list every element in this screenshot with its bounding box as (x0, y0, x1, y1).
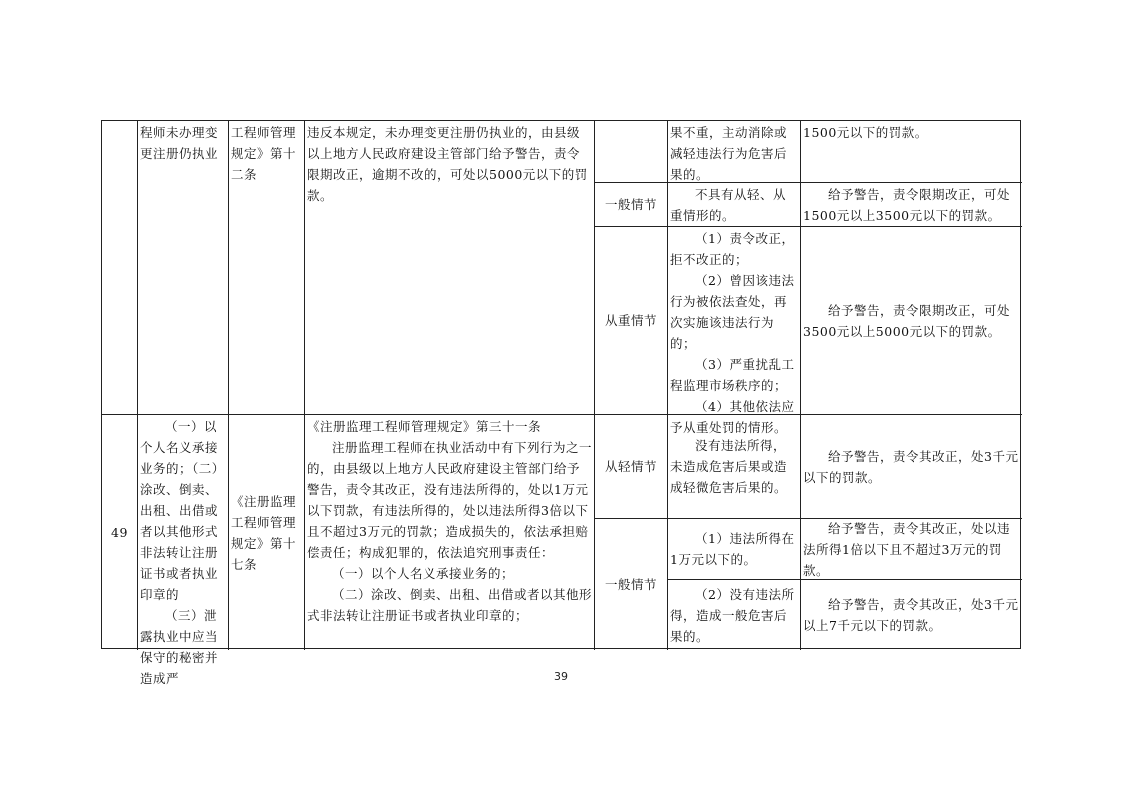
list-item: （4）其他依法应予从重处罚的情形。 (670, 399, 795, 435)
light-circumstance-text: 果不重，主动消除或减轻违法行为危害后果的。 (670, 125, 788, 182)
circumstance-cell (668, 227, 801, 435)
penalty-cell (801, 121, 1022, 183)
general-label: 一般情节 (604, 577, 657, 592)
light-circumstance-text: 没有违法所得，未造成危害后果或造成轻微危害后果的。 (670, 438, 788, 495)
list-item: （二）涂改、倒卖、出租、出借或者以其他形式非法转让注册证书或者执业印章的； (307, 587, 593, 623)
general-label-cell (595, 519, 668, 650)
provision-text: 注册监理工程师在执业活动中有下列行为之一的，由县级以上地方人民政府建设主管部门给予警告，责令其改正，没有违法所得的，处以1万元以下罚款，有违法所得的，处以违法所得3倍以下且不超过3万元的罚款；造成损失的，依法承担赔偿责任；构成犯罪的，依法追究刑事责任： (307, 440, 593, 560)
page-number: 39 (554, 670, 568, 683)
general-label: 一般情节 (604, 197, 657, 212)
circumstance-cell (668, 415, 801, 519)
light-penalty-text: 1500元以下的罚款。 (803, 125, 928, 140)
penalty-cell (801, 415, 1022, 519)
penalty-cell (801, 580, 1022, 650)
general-circumstance-text: 不具有从轻、从重情形的。 (670, 187, 787, 223)
row-number-cell (102, 415, 138, 650)
circumstance-cell (668, 183, 801, 227)
list-item: （一）以个人名义承接业务的； (332, 566, 515, 581)
general-penalty-text: 给予警告，责令其改正，处以违法所得1倍以下且不超过3万元的罚款。 (803, 520, 1011, 578)
circumstance-cell (668, 121, 801, 183)
provision-cell (305, 121, 595, 415)
list-item: （三）泄露执业中应当保守的秘密并造成严 (140, 608, 219, 686)
basis-text: 工程师管理规定》第十二条 (231, 125, 297, 182)
basis-cell (229, 121, 305, 415)
circumstance-cell (668, 519, 801, 580)
row-number: 49 (111, 525, 128, 540)
light-label: 从轻情节 (604, 459, 657, 474)
provision-cell (305, 415, 595, 650)
behavior-cell (138, 415, 229, 686)
list-item: （1）责令改正，拒不改正的； (670, 231, 795, 267)
heavy-label-cell (595, 227, 668, 415)
basis-cell (229, 415, 305, 650)
basis-text: 《注册监理工程师管理规定》第十七条 (231, 493, 297, 572)
general-label-cell (595, 183, 668, 227)
circumstance-cell (668, 580, 801, 650)
behavior-cell (138, 121, 229, 415)
general-circumstance-text: （1）违法所得在1万元以下的。 (670, 531, 795, 567)
penalty-cell (801, 519, 1022, 580)
general-circumstance-text: （2）没有违法所得，造成一般危害后果的。 (670, 586, 795, 644)
heavy-label: 从重情节 (604, 313, 657, 328)
provision-title: 《注册监理工程师管理规定》第三十一条 (307, 419, 542, 434)
behavior-text: 程师未办理变更注册仍执业 (140, 125, 219, 161)
circumstance-label-cell (595, 121, 668, 183)
heavy-penalty-text: 给予警告，责令限期改正，可处3500元以上5000元以下的罚款。 (803, 302, 1011, 339)
light-label-cell (595, 415, 668, 519)
general-penalty-text: 给予警告，责令其改正，处3千元以上7千元以下的罚款。 (803, 597, 1019, 633)
list-item: （3）严重扰乱工程监理市场秩序的； (670, 357, 795, 393)
list-item: （2）曾因该违法行为被依法查处，再次实施该违法行为的； (670, 273, 795, 351)
list-item: （一）以个人名义承接业务的；（二）涂改、倒卖、出租、出借或者以其他形式非法转让注册证书或者执业印章的 (140, 419, 225, 602)
penalty-cell (801, 227, 1022, 415)
general-penalty-text: 给予警告，责令限期改正，可处1500元以上3500元以下的罚款。 (803, 187, 1011, 223)
provision-text: 违反本规定，未办理变更注册仍执业的，由县级以上地方人民政府建设主管部门给予警告，责令限期改正，逾期不改的，可处以5000元以下的罚款。 (307, 125, 588, 203)
row-number-cell (102, 121, 138, 415)
penalty-cell (801, 183, 1022, 227)
light-penalty-text: 给予警告，责令其改正，处3千元以下的罚款。 (803, 448, 1019, 485)
